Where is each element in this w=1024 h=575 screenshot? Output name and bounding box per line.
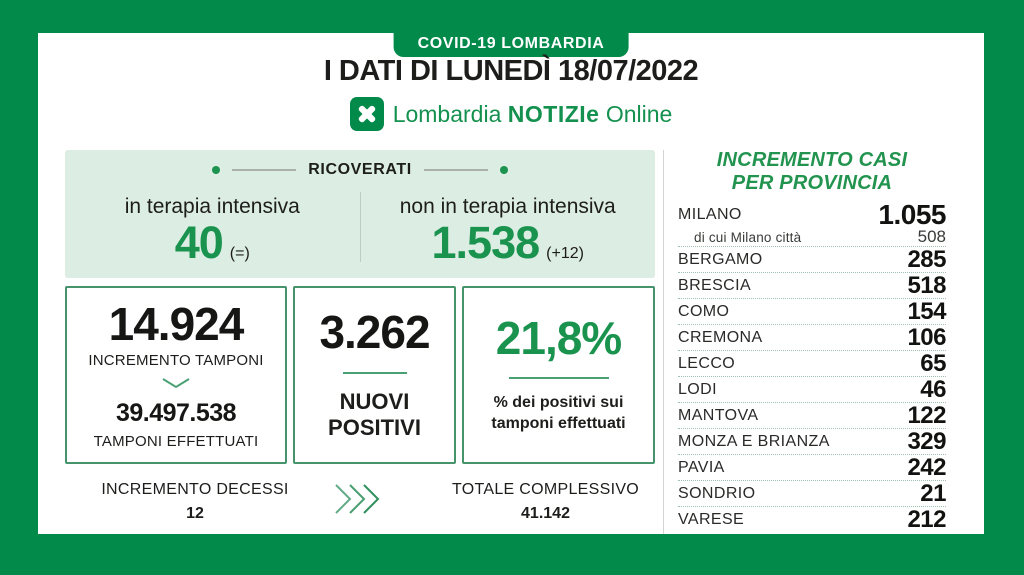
province-name: BERGAMO xyxy=(678,250,763,268)
logo-region: Lombardia xyxy=(392,100,502,127)
province-value: 46 xyxy=(920,375,946,403)
rosa-camuna-icon xyxy=(350,97,384,131)
table-row xyxy=(678,481,946,507)
province-value: 21 xyxy=(920,479,946,507)
province-name: CREMONA xyxy=(678,328,763,346)
province-title xyxy=(678,149,946,195)
province-name: LECCO xyxy=(678,354,736,372)
province-table xyxy=(678,199,946,533)
table-row xyxy=(678,351,946,377)
province-value: 242 xyxy=(907,453,946,481)
table-row xyxy=(678,429,946,455)
ricoverati-header xyxy=(65,161,655,179)
province-name: PAVIA xyxy=(678,458,725,476)
lombardia-notizie-logo xyxy=(38,97,984,131)
terapia-intensiva-value: 40 xyxy=(174,216,223,268)
ricoverati-panel xyxy=(65,150,655,278)
terapia-intensiva-cell xyxy=(65,184,360,278)
province-name: VARESE xyxy=(678,510,745,528)
province-name: MANTOVA xyxy=(678,406,759,424)
province-name: MILANO xyxy=(678,206,742,223)
page-title: I DATI DI LUNEDÌ 18/07/2022 xyxy=(323,55,699,87)
percentuale-label: % dei positivi sui tamponi effettuati xyxy=(491,394,626,432)
province-value: 329 xyxy=(907,427,946,455)
province-value: 106 xyxy=(907,323,946,351)
province-value: 285 xyxy=(907,245,946,273)
tamponi-effettuati-label: TAMPONI EFFETTUATI xyxy=(93,432,259,450)
table-row xyxy=(678,273,946,299)
province-title-line2: PER PROVINCIA xyxy=(731,172,893,194)
tamponi-effettuati-value: 39.497.538 xyxy=(115,398,237,427)
non-terapia-intensiva-label: non in terapia intensiva xyxy=(399,194,616,218)
tamponi-stat-box xyxy=(65,286,287,464)
province-value: 212 xyxy=(907,505,946,533)
province-name: MONZA E BRIANZA xyxy=(678,432,830,450)
table-row xyxy=(678,507,946,532)
totale-complessivo-value: 41.142 xyxy=(521,505,570,522)
province-value: 1.055 xyxy=(878,199,946,230)
covid-lombardia-badge: COVID-19 LOMBARDIA xyxy=(391,33,632,60)
logo-suffix: Online xyxy=(605,100,673,127)
province-value: 154 xyxy=(907,297,946,325)
table-row-milano xyxy=(678,199,946,230)
header-rule-left xyxy=(232,169,296,171)
incremento-tamponi-label: INCREMENTO TAMPONI xyxy=(88,351,264,369)
province-name: SONDRIO xyxy=(678,484,756,502)
province-title-line1: INCREMENTO CASI xyxy=(716,149,908,171)
nuovi-positivi-stat-box xyxy=(293,286,456,464)
province-name: BRESCIA xyxy=(678,276,752,294)
column-divider xyxy=(663,150,664,534)
province-value: 65 xyxy=(920,349,946,377)
header-rule-right xyxy=(424,169,488,171)
non-terapia-intensiva-delta: (+12) xyxy=(546,244,584,262)
logo-text xyxy=(393,101,673,128)
logo-brand: NOTIZIe xyxy=(507,100,600,127)
table-row xyxy=(678,325,946,351)
nuovi-positivi-label: NUOVI POSITIVI xyxy=(328,388,421,440)
percentuale-stat-box xyxy=(462,286,655,464)
province-value: 122 xyxy=(907,401,946,429)
table-row xyxy=(678,403,946,429)
incremento-decessi-value: 12 xyxy=(186,505,204,522)
totale-complessivo-label: TOTALE COMPLESSIVO xyxy=(451,481,640,498)
nuovi-positivi-value: 3.262 xyxy=(319,305,430,358)
province-name: COMO xyxy=(678,302,730,320)
table-row xyxy=(678,377,946,403)
bullet-dot-icon xyxy=(500,166,508,174)
content-panel xyxy=(38,33,984,534)
incremento-decessi-block xyxy=(65,481,325,523)
bullet-dot-icon xyxy=(212,166,220,174)
terapia-intensiva-delta: (=) xyxy=(229,244,250,262)
table-row xyxy=(678,299,946,325)
ricoverati-label: RICOVERATI xyxy=(308,161,412,178)
province-column xyxy=(678,149,946,532)
percentuale-value: 21,8% xyxy=(495,312,622,365)
incremento-decessi-label: INCREMENTO DECESSI xyxy=(101,481,289,498)
triple-chevron-right-icon xyxy=(334,483,388,520)
chevron-down-icon xyxy=(161,376,191,394)
province-value: 518 xyxy=(907,271,946,299)
province-name: LODI xyxy=(678,380,717,398)
non-terapia-intensiva-cell xyxy=(361,184,656,278)
table-row xyxy=(678,455,946,481)
terapia-intensiva-label: in terapia intensiva xyxy=(124,194,300,218)
accent-rule xyxy=(509,377,609,379)
ricoverati-columns xyxy=(65,184,655,278)
totale-complessivo-block xyxy=(438,481,653,523)
province-sub-value: 508 xyxy=(917,227,946,246)
incremento-tamponi-value: 14.924 xyxy=(108,297,244,350)
accent-rule xyxy=(343,372,407,374)
table-row xyxy=(678,247,946,273)
province-sub-name: di cui Milano città xyxy=(694,229,802,245)
non-terapia-intensiva-value: 1.538 xyxy=(431,216,540,268)
